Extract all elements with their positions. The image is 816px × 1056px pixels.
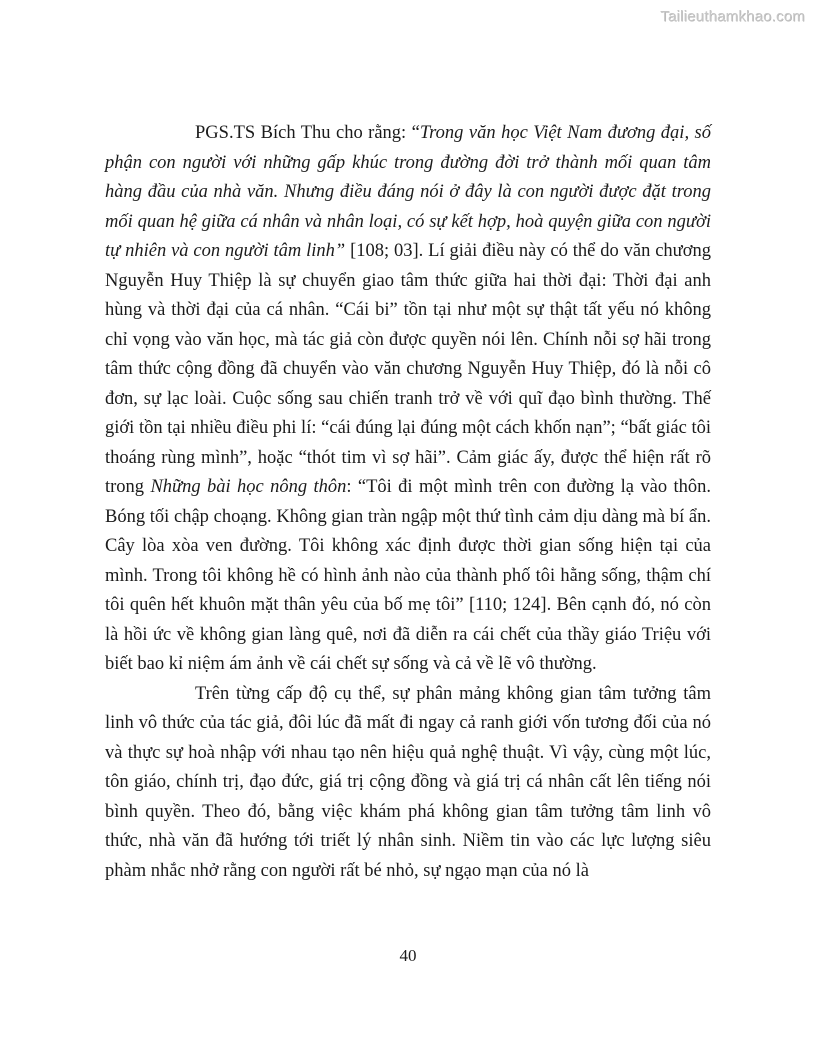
paragraph xyxy=(105,119,711,680)
text-run: : “Tôi đi một mình trên con đường lạ vào thôn. Bóng tối chập choạng. Không gian tràn ngập một thứ tình cảm dịu dàng mà bí ẩn. Cây lòa xòa ven đường. Tôi không xác định được thời gian sống hiện tại của mình. Trong tôi không hề có hình ảnh nào của thành phố tôi hằng sống, thậm chí tôi quên hết khuôn mặt thân yêu của bố mẹ tôi” [110; 124]. Bên cạnh đó, nó còn là hồi ức về không gian làng quê, nơi đã diễn ra cái chết của thầy giáo Triệu với biết bao kỉ niệm ám ảnh về cái chết sự sống và cả về lẽ vô thường. xyxy=(105,477,711,674)
text-run: Trên từng cấp độ cụ thể, sự phân mảng không gian tâm tưởng tâm linh vô thức của tác giả, đôi lúc đã mất đi ngay cả ranh giới vốn tương đối của nó và thực sự hoà nhập với nhau tạo nên hiệu quả nghệ thuật. Vì vậy, cùng một lúc, tôn giáo, chính trị, đạo đức, giá trị cộng đồng và giá trị cá nhân cất lên tiếng nói bình quyền. Theo đó, bằng việc khám phá không gian tâm tưởng tâm linh vô thức, nhà văn đã hướng tới triết lý nhân sinh. Niềm tin vào các lực lượng siêu phàm nhắc nhở rằng con người rất bé nhỏ, sự ngạo mạn của nó là xyxy=(105,683,711,881)
watermark-text: Tailieuthamkhao.com xyxy=(660,8,805,25)
body-text xyxy=(105,119,711,886)
text-run: [108; 03]. Lí giải điều này có thể do văn chương Nguyễn Huy Thiệp là sự chuyển giao tâm thức giữa hai thời đại: Thời đại anh hùng và thời đại của cá nhân. “Cái bi” tồn tại như một sự thật tất yếu nó không chỉ vọng vào văn học, mà tác giả còn được quyền nói lên. Chính nỗi sợ hãi trong tâm thức cộng đồng đã chuyển vào văn chương Nguyễn Huy Thiệp, đó là nỗi cô đơn, sự lạc loài. Cuộc sống sau chiến tranh trở về với quĩ đạo bình thường. Thế giới tồn tại nhiều điều phi lí: “cái đúng lại đúng một cách khốn nạn”; “bất giác tôi thoáng rùng mình”, hoặc “thót tim vì sợ hãi”. Cảm giác ấy, được thể hiện rất rõ trong xyxy=(105,241,711,497)
italic-text-run: Những bài học nông thôn xyxy=(150,477,347,497)
text-run: PGS.TS Bích Thu cho rằng: “ xyxy=(195,123,420,143)
page-number: 40 xyxy=(399,946,417,965)
paragraph xyxy=(105,680,711,887)
italic-text-run: Trong văn học Việt Nam đương đại, số phận con người với những gấp khúc trong đường đời trở thành mối quan tâm hàng đầu của nhà văn. Nhưng điều đáng nói ở đây là con người được đặt trong mối quan hệ giữa cá nhân và nhân loại, có sự kết hợp, hoà quyện giữa con người tự nhiên và con người tâm linh” xyxy=(105,123,711,261)
